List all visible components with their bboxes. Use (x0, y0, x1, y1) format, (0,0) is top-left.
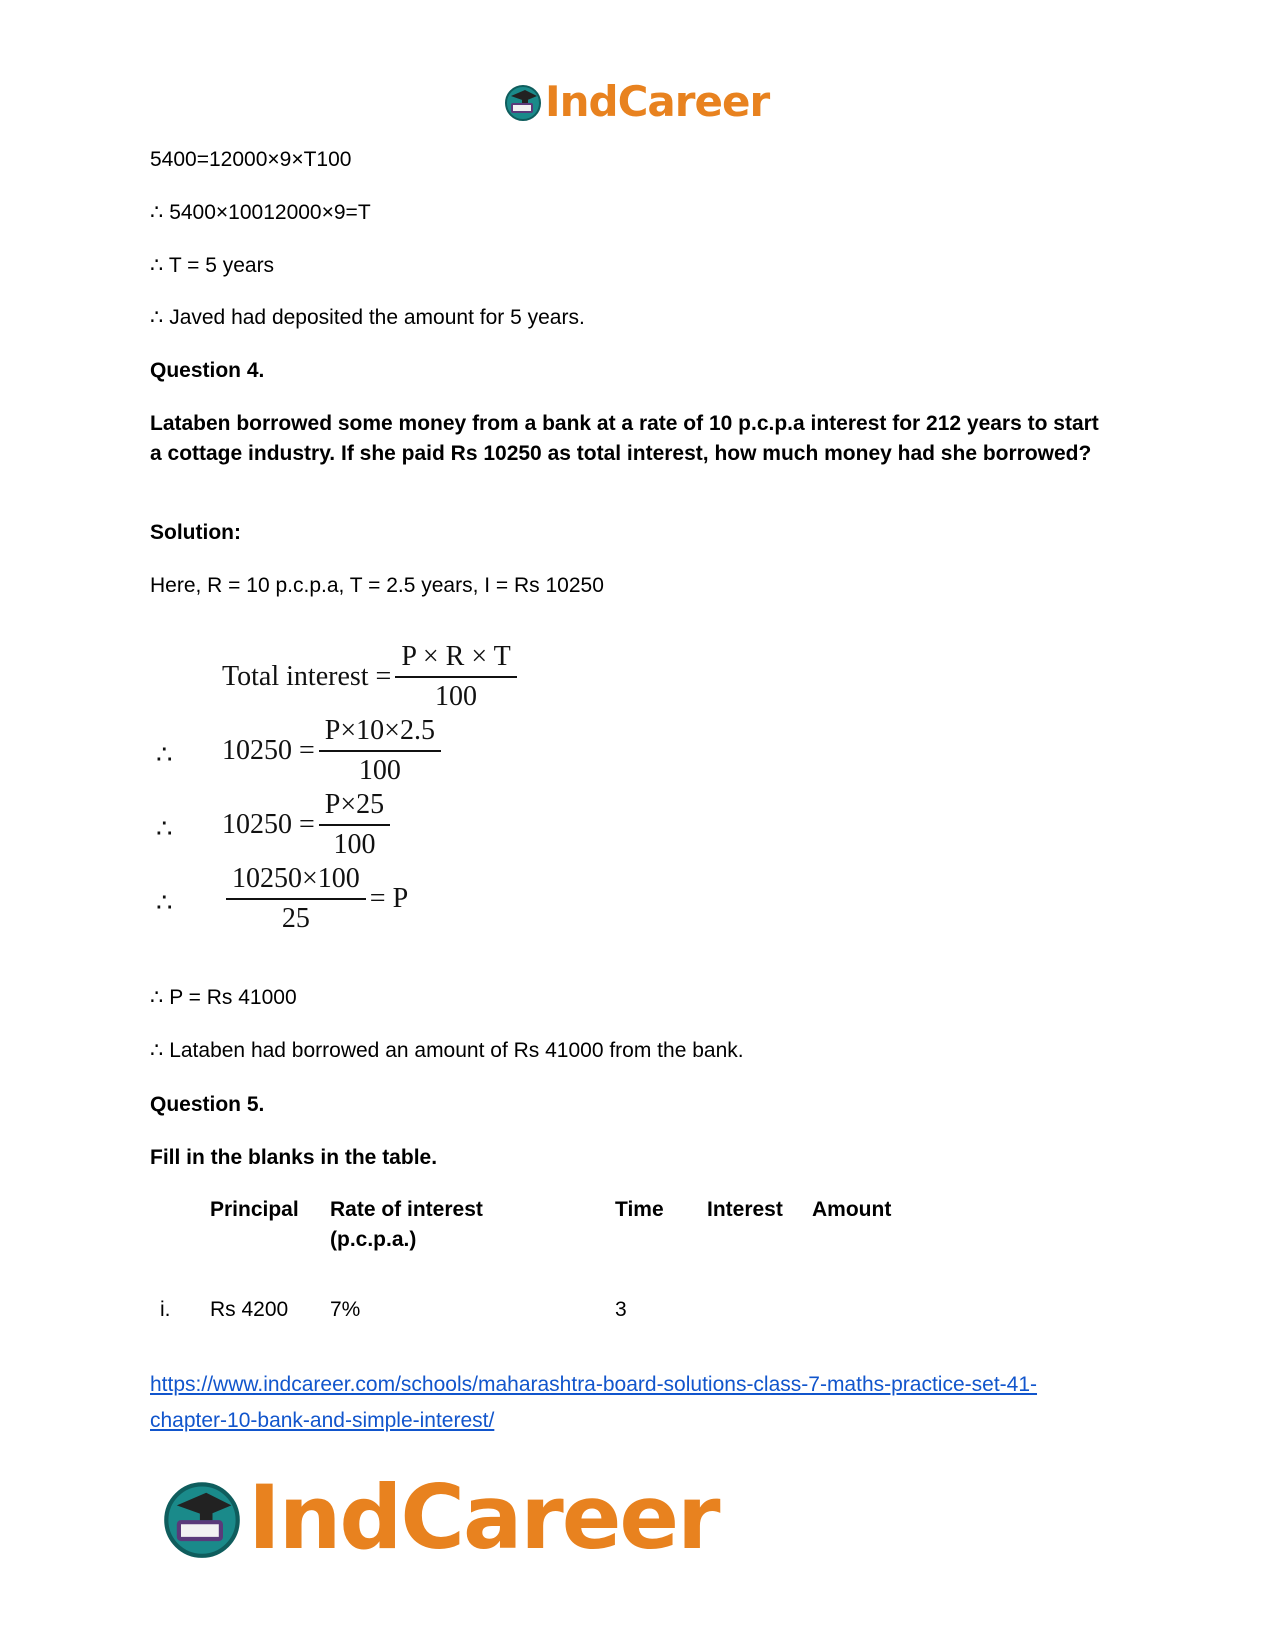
fraction (395, 640, 516, 714)
question-text: Lataben borrowed some money from a bank at a rate of 10 p.c.p.a interest for 212 years to start a cottage industry. If she paid Rs 10250 as total interest, how much money had she borrowed? (150, 412, 1099, 465)
graduation-cap-book-globe-icon (503, 82, 543, 122)
table-header-rate-unit: (p.c.p.a.) (330, 1228, 417, 1251)
source-link-block (150, 1367, 1130, 1439)
therefore-symbol: ∴ (156, 888, 173, 917)
math-row (222, 862, 408, 936)
denominator: 100 (358, 755, 401, 786)
math-rhs: = P (369, 883, 409, 914)
source-link[interactable]: https://www.indcareer.com/schools/maharashtra-board-solutions-class-7-maths-practice-set-41- (150, 1373, 1038, 1396)
table-cell-time: 3 (615, 1298, 627, 1321)
result-line: ∴ P = Rs 41000 (150, 986, 297, 1009)
numerator: 10250×100 (226, 862, 366, 900)
table-header-rate: Rate of interest (330, 1198, 483, 1221)
source-link-continued[interactable]: chapter-10-bank-and-simple-interest/ (150, 1409, 495, 1432)
denominator: 25 (281, 903, 310, 934)
numerator: P×25 (319, 788, 390, 826)
math-lhs: Total interest = (222, 661, 392, 692)
table-header-principal: Principal (210, 1198, 299, 1221)
given-values: Here, R = 10 p.c.p.a, T = 2.5 years, I = Rs 10250 (150, 574, 604, 597)
math-lhs: 10250 = (222, 809, 315, 840)
equation-line: ∴ 5400×10012000×9=T (150, 201, 371, 224)
question-heading: Question 5. (150, 1093, 265, 1116)
fraction (226, 862, 366, 936)
solution-math-block (150, 640, 650, 940)
fraction (319, 714, 441, 788)
question-heading: Question 4. (150, 359, 265, 382)
numerator: P×10×2.5 (319, 714, 441, 752)
math-row (222, 788, 394, 862)
solution-label: Solution: (150, 521, 241, 544)
table-cell-rate: 7% (330, 1298, 361, 1321)
table-cell-principal: Rs 4200 (210, 1298, 289, 1321)
math-row (222, 714, 445, 788)
equation-line: ∴ T = 5 years (150, 254, 275, 277)
equation-line: 5400=12000×9×T100 (150, 148, 352, 171)
denominator: 100 (435, 681, 478, 712)
table-header-time: Time (615, 1198, 664, 1221)
table-header-interest: Interest (707, 1198, 783, 1221)
denominator: 100 (333, 829, 376, 860)
therefore-symbol: ∴ (156, 740, 173, 769)
logo-wordmark: IndCareer (248, 1466, 719, 1569)
table-cell-index: i. (160, 1298, 171, 1321)
question-text: Fill in the blanks in the table. (150, 1146, 438, 1169)
logo-wordmark: IndCareer (545, 77, 770, 126)
interest-table (150, 1195, 950, 1345)
therefore-symbol: ∴ (156, 814, 173, 843)
footer-logo (160, 1468, 719, 1568)
table-header-amount: Amount (812, 1198, 892, 1221)
fraction (319, 788, 390, 862)
conclusion-line: ∴ Javed had deposited the amount for 5 years. (150, 306, 585, 329)
math-row (222, 640, 521, 714)
header-logo (503, 78, 769, 126)
math-lhs: 10250 = (222, 735, 315, 766)
conclusion-line: ∴ Lataben had borrowed an amount of Rs 41000 from the bank. (150, 1039, 744, 1062)
numerator: P × R × T (395, 640, 516, 678)
graduation-cap-book-globe-icon (160, 1476, 244, 1560)
